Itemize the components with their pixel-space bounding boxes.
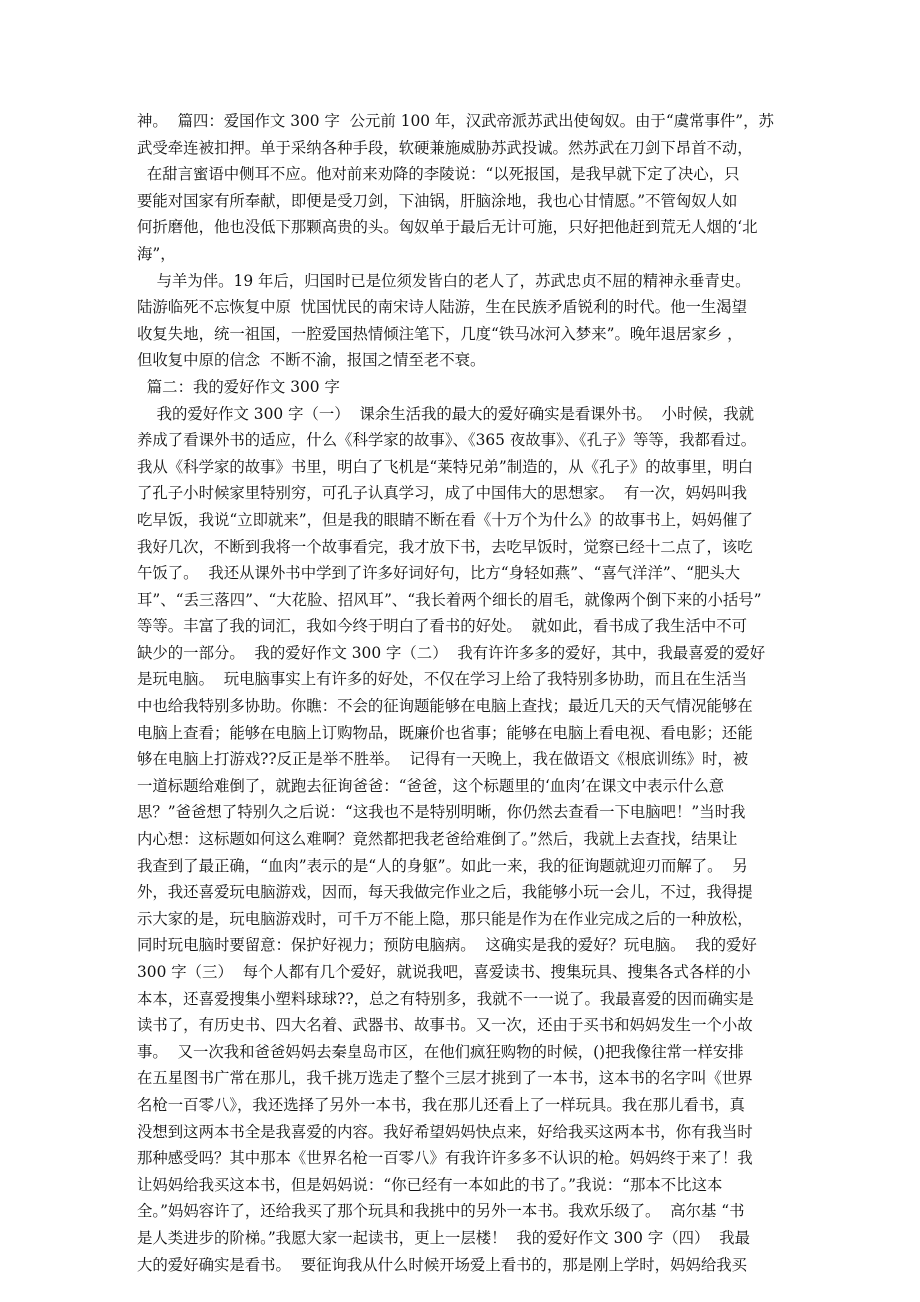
text-line: 何折磨他，他也没低下那颗高贵的头。匈奴单于最后无计可施，只好把他赶到荒无人烟的‘北 <box>137 218 758 237</box>
text-line: 缺少的一部分。 我的爱好作文 300 字（二） 我有许许多多的爱好，其中，我最喜爱的爱好 <box>137 643 766 662</box>
text-line: 武受牵连被扣押。单于采纳各种手段，软硬兼施威胁苏武投诚。然苏武在刀剑下昂首不动， <box>137 138 753 157</box>
text-line: 要能对国家有所奉献，即便是受刀剑，下油锅，肝脑涂地，我也心甘情愿。”不管匈奴人如 <box>137 191 738 210</box>
text-line: 神。 篇四：爱国作文 300 字 公元前 100 年，汉武帝派苏武出使匈奴。由于“虞常事件”，苏 <box>137 112 774 130</box>
text-line: 养成了看课外书的适应，什么《科学家的故事》、《365 夜故事》、《孔子》等等，我都看过。 <box>137 431 757 450</box>
document-page <box>137 108 787 1278</box>
text-line: 思？”爸爸想了特别久之后说：“这我也不是特别明晰，你仍然去查看一下电脑吧！”当时我 <box>137 803 746 822</box>
text-line: 大的爱好确实是看书。 要征询我从什么时候开场爱上看书的，那是刚上学时，妈妈给我买 <box>137 1255 748 1274</box>
text-line: 本本，还喜爱搜集小塑料球球??，总之有特别多，我就不一一说了。我最喜爱的因而确实是 <box>137 989 754 1008</box>
text-line: 耳”、“丢三落四”、“大花脸、招风耳”、“我长着两个细长的眉毛，就像两个倒下来的小括号” <box>137 590 762 609</box>
text-line: 够在电脑上打游戏??反正是举不胜举。 记得有一天晚上，我在做语文《根底训练》时，被 <box>137 750 749 769</box>
text-line: 海”， <box>137 244 176 263</box>
text-line: 读书了，有历史书、四大名着、武器书、故事书。又一次，还由于买书和妈妈发生一个小故 <box>137 1016 753 1035</box>
text-line: 同时玩电脑时要留意：保护好视力；预防电脑病。 这确实是我的爱好？玩电脑。 我的爱好 <box>137 936 757 955</box>
text-line: 吃早饭，我说“立即就来”，但是我的眼睛不断在看《十万个为什么》的故事书上，妈妈催了 <box>137 510 753 529</box>
text-line: 收复失地，统一祖国，一腔爱国热情倾注笔下，几度“铁马冰河入梦来”。晚年退居家乡 ， <box>137 324 743 343</box>
text-line: 篇二：我的爱好作文 300 字 <box>137 377 340 396</box>
text-line: 全。”妈妈容许了，还给我买了那个玩具和我挑中的另外一本书。我欢乐级了。 高尔基 “书 <box>137 1202 745 1221</box>
text-line: 陆游临死不忘恢复中原 忧国忧民的南宋诗人陆游，生在民族矛盾锐利的时代。他一生渴望 <box>137 298 748 317</box>
text-line: 外，我还喜爱玩电脑游戏，因而，每天我做完作业之后，我能够小玩一会儿，不过，我得提 <box>137 883 753 902</box>
text-line: 让妈妈给我买这本书，但是妈妈说：“你已经有一本如此的书了。”我说：“那本不比这本 <box>137 1175 723 1194</box>
text-line: 等等。丰富了我的词汇，我如今终于明白了看书的好处。 就如此，看书成了我生活中不可 <box>137 617 748 636</box>
text-line: 名枪一百零八》，我还选择了另外一本书，我在那儿还看上了一样玩具。我在那儿看书，真 <box>137 1095 745 1114</box>
text-line: 电脑上查看；能够在电脑上订购物品，既廉价也省事；能够在电脑上看电视、看电影；还能 <box>137 723 753 742</box>
text-line: 我好几次，不断到我将一个故事看完，我才放下书，去吃早饭时，觉察已经十二点了，该吃 <box>137 537 753 556</box>
text-line: 300 字（三） 每个人都有几个爱好，就说我吧，喜爱读书、搜集玩具、搜集各式各样的小 <box>137 963 751 981</box>
text-line: 在五星图书广常在那儿，我千挑万选走了整个三层才挑到了一本书，这本书的名字叫《世界 <box>137 1069 753 1088</box>
text-line: 是玩电脑。 玩电脑事实上有许多的好处，不仅在学习上给了我特别多协助，而且在生活当 <box>137 670 748 689</box>
text-line: 是人类进步的阶梯。”我愿大家一起读书，更上一层楼！ 我的爱好作文 300 字（四） 我最 <box>137 1228 750 1247</box>
text-line: 内心想：这标题如何这么难啊？竟然都把我老爸给难倒了。”然后，我就上去查找，结果让 <box>137 830 738 849</box>
text-line: 我的爱好作文 300 字（一） 课余生活我的最大的爱好确实是看课外书。 小时候，我就 <box>137 404 754 423</box>
text-line: 事。 又一次我和爸爸妈妈去秦皇岛市区，在他们疯狂购物的时候，()把我像往常一样安排 <box>137 1042 744 1061</box>
text-line: 我从《科学家的故事》书里，明白了飞机是“莱特兄弟”制造的，从《孔子》的故事里，明白 <box>137 457 753 476</box>
text-line: 了孔子小时候家里特别穷，可孔子认真学习，成了中国伟大的思想家。 有一次，妈妈叫我 <box>137 484 748 503</box>
text-line: 中也给我特别多协助。你瞧：不会的征询题能够在电脑上查找；最近几天的天气情况能够在 <box>137 697 753 716</box>
text-line: 我查到了最正确，“血肉”表示的是“人的身躯”。如此一来，我的征询题就迎刃而解了。 另 <box>137 856 748 875</box>
text-line: 与羊为伴。19 年后，归国时已是位须发皆白的老人了，苏武忠贞不屈的精神永垂青史。 <box>137 271 751 290</box>
text-line: 午饭了。 我还从课外书中学到了许多好词好句，比方“身轻如燕”、“喜气洋洋”、“肥头大 <box>137 564 741 583</box>
text-line: 没想到这两本书全是我喜爱的内容。我好希望妈妈快点来，好给我买这两本书，你有我当时 <box>137 1122 753 1141</box>
text-line: 在甜言蜜语中侧耳不应。他对前来劝降的李陵说：“以死报国，是我早就下定了决心，只 <box>137 165 740 184</box>
text-line: 一道标题给难倒了，就跑去征询爸爸：“爸爸，这个标题里的‘血肉’在课文中表示什么意 <box>137 776 725 795</box>
text-line: 那种感受吗？其中那本《世界名枪一百零八》有我许许多多不认识的枪。妈妈终于来了！我 <box>137 1149 753 1168</box>
text-line: 示大家的是，玩电脑游戏时，可千万不能上隐，那只能是作为在作业完成之后的一种放松， <box>137 909 753 928</box>
text-line: 但收复中原的信念 不断不渝，报国之情至老不衰。 <box>137 351 486 370</box>
